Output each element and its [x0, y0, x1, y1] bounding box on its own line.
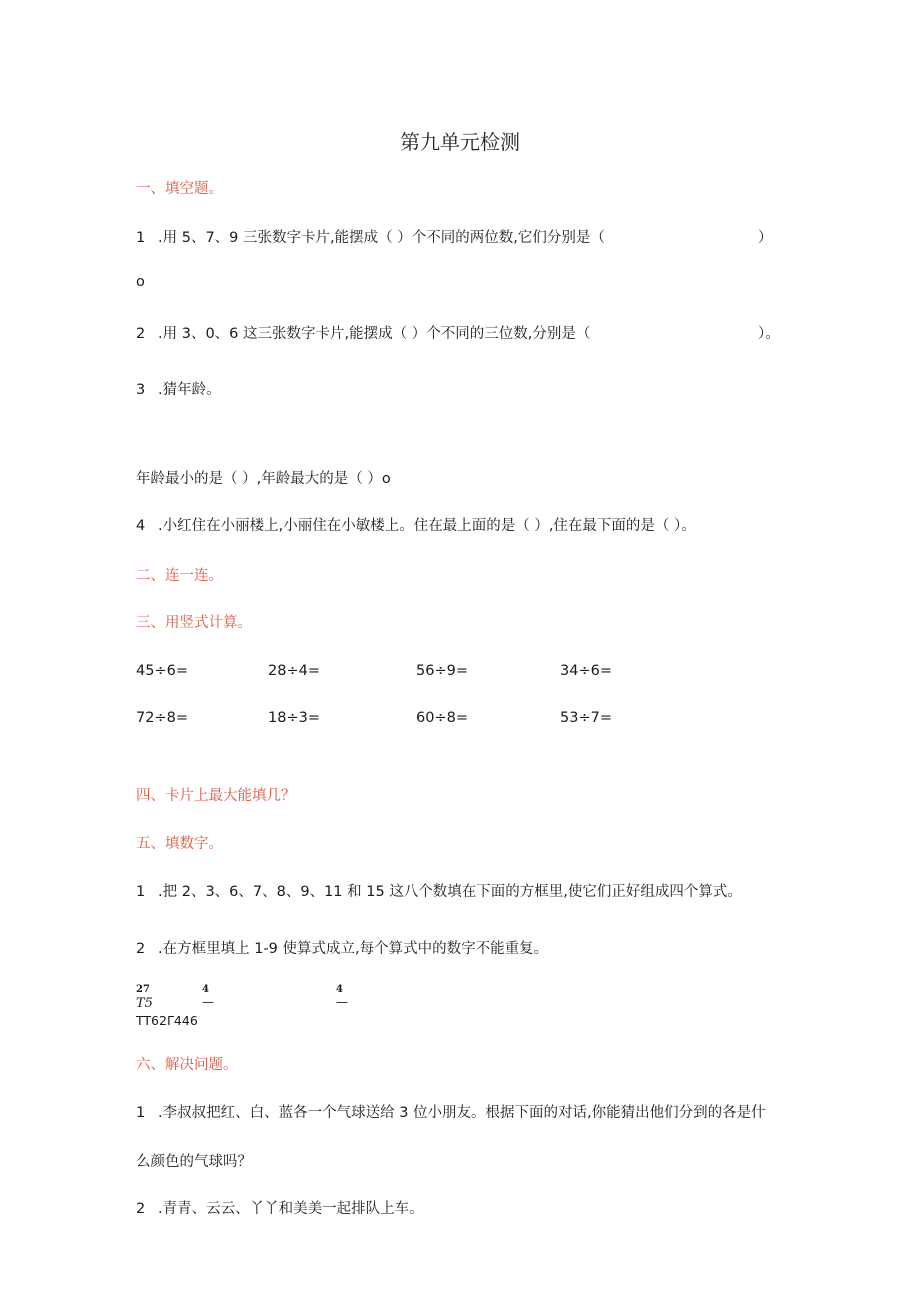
question-1-2-close-paren: ）。	[758, 326, 780, 342]
section-heading-fill-blanks: 一、填空题。	[136, 181, 223, 197]
question-6-1	[136, 1101, 766, 1122]
question-text: .李叔叔把红、白、蓝各一个气球送给 3 位小朋友。根据下面的对话,你能猜出他们分到的各是什	[158, 1105, 766, 1121]
equation-fragment: TT62Γ446	[136, 1013, 198, 1028]
section-heading-max-card: 四、卡片上最大能填几？	[136, 788, 296, 804]
question-1-1	[136, 226, 605, 247]
question-text: .猜年龄。	[158, 382, 221, 398]
question-text: .青青、云云、丫丫和美美一起排队上车。	[158, 1201, 424, 1217]
question-1-3	[136, 378, 221, 399]
question-number: 1	[136, 1105, 146, 1121]
equation-fragment: 27	[136, 984, 150, 995]
question-text: .在方框里填上 1-9 使算式成立,每个算式中的数字不能重复。	[158, 941, 549, 957]
question-number: 2	[136, 326, 146, 342]
equation-fragment: —	[336, 995, 348, 1009]
section-heading-problem-solving: 六、解决问题。	[136, 1057, 238, 1073]
question-number: 1	[136, 230, 146, 246]
question-6-2	[136, 1197, 424, 1218]
question-1-4	[136, 514, 696, 535]
calc-item: 56÷9=	[416, 663, 468, 679]
question-5-1	[136, 880, 742, 901]
calc-item: 53÷7=	[560, 710, 612, 726]
page-title: 第九单元检测	[400, 130, 520, 154]
equation-fragment: T5	[136, 996, 153, 1011]
calc-item: 72÷8=	[136, 710, 188, 726]
question-number: 1	[136, 884, 146, 900]
question-text: .用 3、0、6 这三张数字卡片,能摆成（ ）个不同的三位数,分别是（	[158, 326, 591, 342]
question-1-1-tail: o	[136, 274, 145, 290]
question-number: 2	[136, 1201, 146, 1217]
question-number: 3	[136, 382, 146, 398]
question-number: 2	[136, 941, 146, 957]
question-6-1-continued: 么颜色的气球吗？	[136, 1154, 252, 1170]
section-heading-matching: 二、连一连。	[136, 568, 223, 584]
question-5-2	[136, 937, 548, 958]
section-heading-fill-numbers: 五、填数字。	[136, 836, 223, 852]
calc-item: 18÷3=	[268, 710, 320, 726]
equation-fragment: 4	[202, 984, 209, 995]
question-1-2	[136, 322, 590, 343]
question-1-1-close-paren: ）	[758, 230, 773, 246]
question-number: 4	[136, 518, 146, 534]
question-text: .用 5、7、9 三张数字卡片,能摆成（ ）个不同的两位数,它们分别是（	[158, 230, 605, 246]
equation-fragment: —	[202, 995, 214, 1009]
question-text: .小红住在小丽楼上,小丽住在小敏楼上。住在最上面的是（ ）,住在最下面的是（ ）。	[158, 518, 696, 534]
calc-item: 60÷8=	[416, 710, 468, 726]
equation-fragment: 4	[336, 984, 343, 995]
calc-item: 28÷4=	[268, 663, 320, 679]
question-1-3-answer: 年龄最小的是（ ）,年龄最大的是（ ）o	[136, 471, 391, 487]
question-text: .把 2、3、6、7、8、9、11 和 15 这八个数填在下面的方框里,使它们正好组成四个算式。	[158, 884, 742, 900]
section-heading-vertical-calc: 三、用竖式计算。	[136, 615, 252, 631]
calc-item: 34÷6=	[560, 663, 612, 679]
calc-item: 45÷6=	[136, 663, 188, 679]
